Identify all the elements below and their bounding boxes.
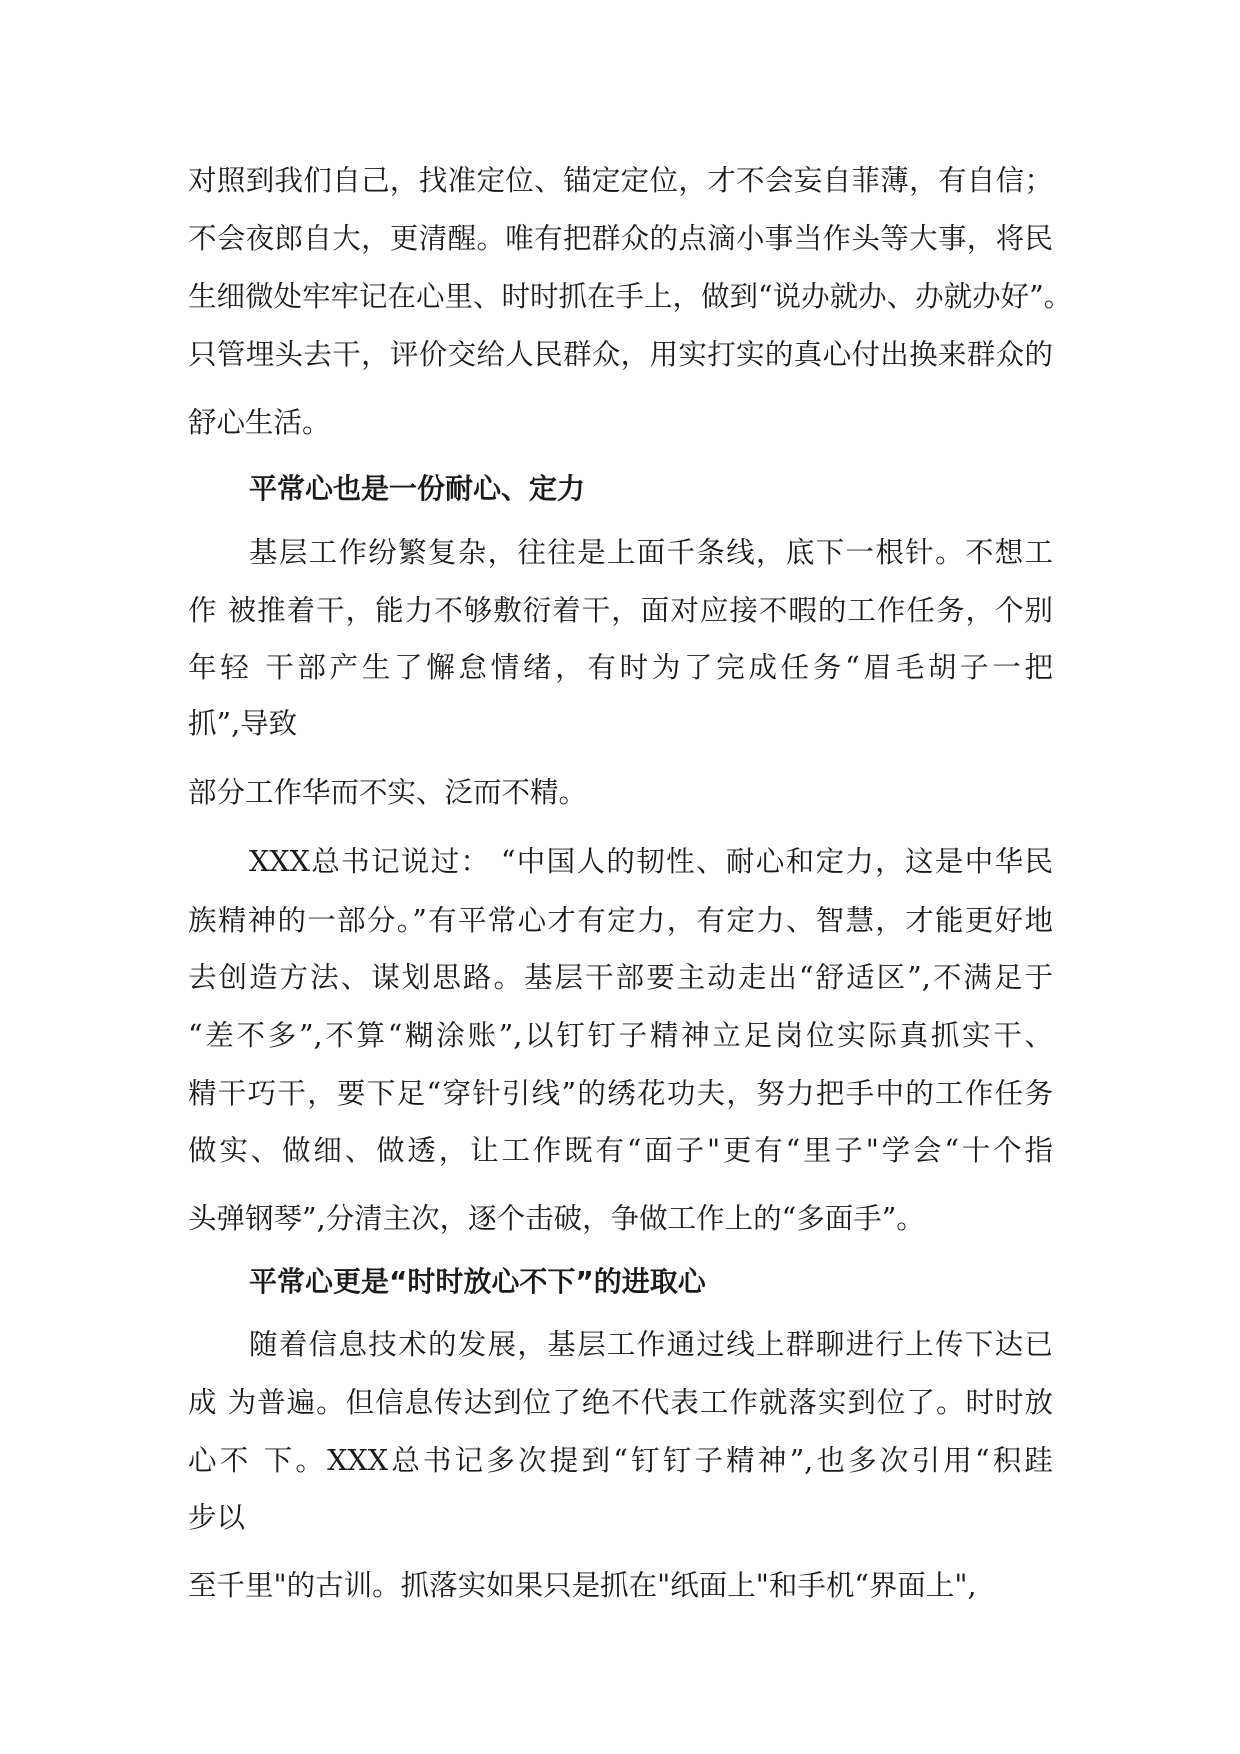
paragraph-4-line-3: 心不 下。XXX总书记多次提到“钉钉子精神”,也多次引用“积跬 xyxy=(188,1444,1053,1477)
section-heading-2: 平常心更是“时时放心不下”的进取心 xyxy=(249,1265,706,1298)
paragraph-3-line-2: 族精神的一部分。”有平常心才有定力，有定力、智慧，才能更好地 xyxy=(188,904,1053,937)
paragraph-4-line-1: 随着信息技术的发展，基层工作通过线上群聊进行上传下达已 xyxy=(249,1328,1053,1361)
paragraph-4-line-2: 成 为普遍。但信息传达到位了绝不代表工作就落实到位了。时时放 xyxy=(188,1386,1053,1419)
paragraph-2-line-2: 作 被推着干，能力不够敷衍着干，面对应接不暇的工作任务，个别 xyxy=(188,594,1053,627)
paragraph-2-line-3: 年轻 干部产生了懈怠情绪，有时为了完成任务“眉毛胡子一把 xyxy=(188,651,1053,684)
paragraph-1-line-4: 只管埋头去干，评价交给人民群众，用实打实的真心付出换来群众的 xyxy=(188,338,1053,371)
paragraph-3-line-1: XXX总书记说过： “中国人的韧性、耐心和定力，这是中华民 xyxy=(249,845,1053,878)
paragraph-4-line-4: 步以 xyxy=(188,1501,246,1534)
paragraph-1-line-3: 生细微处牢牢记在心里、时时抓在手上，做到“说办就办、办就办好”。 xyxy=(188,280,1073,313)
paragraph-1-line-5: 舒心生活。 xyxy=(188,406,331,439)
paragraph-3-line-5: 精干巧干，要下足“穿针引线”的绣花功夫，努力把手中的工作任务 xyxy=(188,1077,1053,1110)
paragraph-2-line-4: 抓”,导致 xyxy=(188,707,298,740)
paragraph-3-line-4: “差不多”,不算“糊涂账”,以钉钉子精神立足岗位实际真抓实干、 xyxy=(188,1019,1053,1052)
paragraph-3-line-3: 去创造方法、谋划思路。基层干部要主动走出“舒适区”,不满足于 xyxy=(188,961,1053,994)
paragraph-1-line-2: 不会夜郎自大，更清醒。唯有把群众的点滴小事当作头等大事，将民 xyxy=(188,222,1053,255)
paragraph-1-line-1: 对照到我们自己，找准定位、锚定定位，才不会妄自菲薄，有自信； xyxy=(188,164,1053,197)
section-heading-1: 平常心也是一份耐心、定力 xyxy=(249,472,586,505)
paragraph-4-line-5: 至千里"的古训。抓落实如果只是抓在"纸面上"和手机“界面上", xyxy=(188,1569,977,1602)
paragraph-3-line-7: 头弹钢琴”,分清主次，逐个击破，争做工作上的“多面手”。 xyxy=(188,1202,925,1235)
paragraph-3-line-6: 做实、做细、做透，让工作既有“面子"更有“里子"学会“十个指 xyxy=(188,1134,1053,1167)
paragraph-2-line-5: 部分工作华而不实、泛而不精。 xyxy=(188,776,588,809)
paragraph-2-line-1: 基层工作纷繁复杂，往往是上面千条线，底下一根针。不想工 xyxy=(249,536,1053,569)
